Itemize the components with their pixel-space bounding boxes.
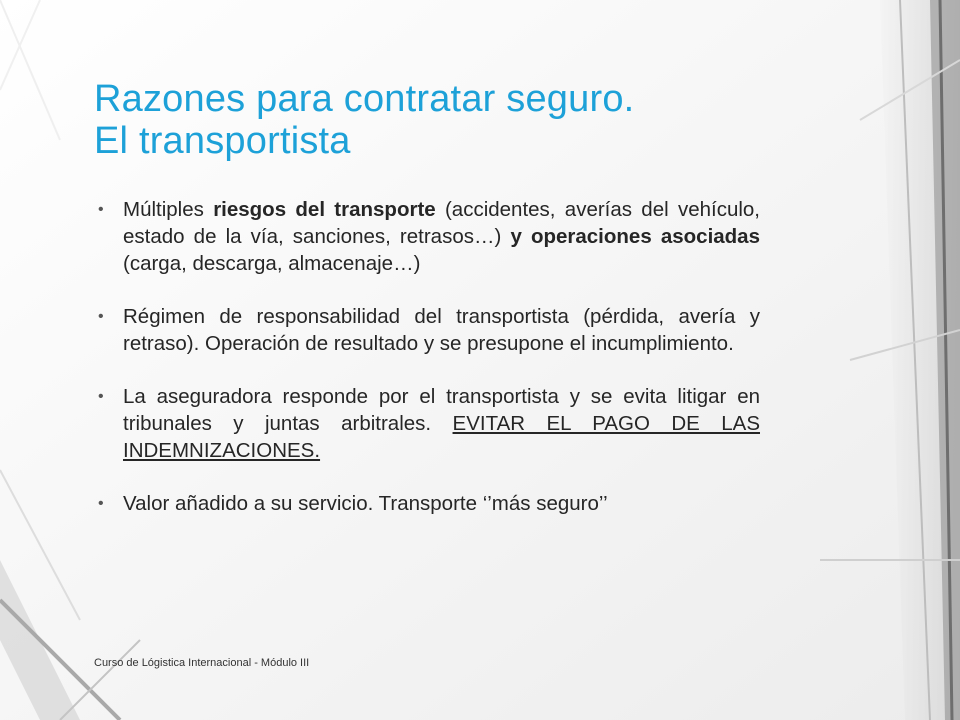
- bullet-item: [96, 490, 760, 517]
- bullet-text: Múltiples riesgos del transporte (accidentes, averías del vehículo, estado de la vía, sanciones, retrasos…) y operaciones asociadas (carga, descarga, almacenaje…): [123, 198, 760, 275]
- slide-title: [94, 78, 874, 162]
- bullet-text: Régimen de responsabilidad del transportista (pérdida, avería y retraso). Operación de resultado y se presupone el incumplimiento.: [123, 305, 760, 355]
- title-line-2: El transportista: [94, 120, 351, 162]
- bullet-item: [96, 196, 760, 277]
- bullet-dot-icon: •: [98, 388, 104, 405]
- bullet-dot-icon: •: [98, 495, 104, 512]
- slide-footer: Curso de Lógistica Internacional - Módulo III: [94, 657, 310, 669]
- bullet-list: [96, 196, 760, 543]
- bullet-text: Valor añadido a su servicio. Transporte ‘’más seguro’’: [123, 492, 608, 515]
- bullet-dot-icon: •: [98, 308, 104, 325]
- bullet-text: La aseguradora responde por el transportista y se evita litigar en tribunales y juntas arbitrales. EVITAR EL PAGO DE LAS INDEMNIZACIONES.: [123, 385, 760, 462]
- bullet-item: [96, 303, 760, 357]
- bullet-dot-icon: •: [98, 201, 104, 218]
- bullet-item: [96, 383, 760, 464]
- title-line-1: Razones para contratar seguro.: [94, 78, 635, 120]
